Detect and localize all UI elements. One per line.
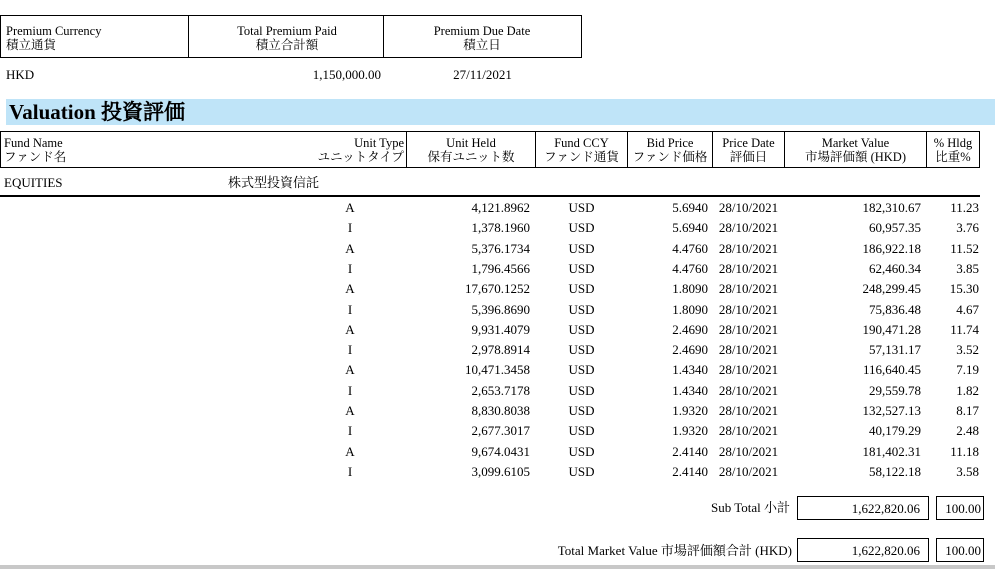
- row-units-held: 2,653.7178: [471, 382, 530, 398]
- row-fund-ccy: USD: [568, 463, 595, 479]
- row-price-date: 28/10/2021: [718, 301, 779, 317]
- row-market-value: 132,527.13: [862, 403, 921, 418]
- total-premium-label-jp: 積立合計額: [255, 38, 319, 52]
- total-pct-box: [936, 538, 984, 562]
- row-holding-pct: 3.85: [956, 260, 979, 276]
- row-unit-type: A: [345, 321, 355, 337]
- total-pct: 100.00: [945, 543, 981, 558]
- row-holding-pct: 1.82: [956, 382, 979, 398]
- row-price-date: 28/10/2021: [718, 240, 779, 256]
- row-fund-ccy: USD: [568, 362, 595, 378]
- due-date-label-jp: 積立日: [463, 38, 501, 52]
- total-premium-value: 1,150,000.00: [312, 67, 381, 82]
- category-jp: 株式型投資信託: [228, 175, 320, 190]
- row-units-held: 5,376.1734: [471, 240, 530, 256]
- premium-due-date-header: [383, 15, 582, 58]
- row-unit-type: A: [345, 362, 355, 378]
- row-price-date: 28/10/2021: [718, 463, 779, 479]
- row-holding-pct: 7.19: [956, 362, 979, 378]
- row-bid-price: 1.4340: [672, 362, 708, 378]
- row-bid-price: 4.4760: [672, 260, 708, 276]
- row-price-date: 28/10/2021: [718, 220, 779, 236]
- valuation-title: Valuation 投資評価: [9, 100, 186, 124]
- col-price-date-jp: 評価日: [729, 150, 768, 164]
- row-bid-price: 1.8090: [672, 281, 708, 297]
- category-divider: [0, 195, 980, 197]
- row-market-value: 190,471.28: [862, 321, 921, 337]
- subtotal-pct-box: [936, 496, 984, 520]
- row-market-value: 29,559.78: [869, 382, 921, 398]
- subtotal-pct: 100.00: [945, 501, 981, 516]
- row-fund-ccy: USD: [568, 382, 595, 398]
- row-price-date: 28/10/2021: [718, 403, 779, 418]
- header-divider: [0, 131, 1, 168]
- row-unit-type: I: [347, 260, 353, 276]
- col-fund-ccy-jp: ファンド通貨: [544, 150, 619, 164]
- row-fund-ccy: USD: [568, 240, 595, 256]
- row-market-value: 60,957.35: [869, 220, 921, 236]
- col-hldg-en: % Hldg: [933, 136, 973, 150]
- row-holding-pct: 11.52: [950, 240, 979, 256]
- row-fund-ccy: USD: [568, 281, 595, 297]
- row-unit-type: I: [347, 423, 353, 439]
- row-holding-pct: 11.23: [950, 200, 979, 215]
- row-units-held: 1,378.1960: [471, 220, 530, 236]
- row-holding-pct: 3.52: [956, 342, 979, 358]
- col-market-value-jp: 市場評価額 (HKD): [804, 150, 907, 164]
- total-label: Total Market Value 市場評価額合計 (HKD): [557, 543, 792, 558]
- row-unit-type: I: [347, 342, 353, 358]
- row-fund-ccy: USD: [568, 220, 595, 236]
- row-units-held: 4,121.8962: [471, 200, 530, 215]
- row-market-value: 181,402.31: [862, 443, 921, 459]
- row-holding-pct: 11.74: [950, 321, 979, 337]
- row-fund-ccy: USD: [568, 342, 595, 358]
- row-bid-price: 1.8090: [672, 301, 708, 317]
- row-market-value: 62,460.34: [869, 260, 921, 276]
- row-market-value: 75,836.48: [869, 301, 921, 317]
- col-market-value-en: Market Value: [821, 136, 890, 150]
- row-bid-price: 2.4690: [672, 321, 708, 337]
- col-fund-name-en: Fund Name: [4, 136, 63, 150]
- col-bid-price-en: Bid Price: [646, 136, 694, 150]
- row-price-date: 28/10/2021: [718, 382, 779, 398]
- row-units-held: 2,677.3017: [471, 423, 530, 439]
- col-unit-type-en: Unit Type: [354, 136, 404, 150]
- total-premium-label-en: Total Premium Paid: [237, 24, 337, 38]
- row-price-date: 28/10/2021: [718, 260, 779, 276]
- row-unit-type: A: [345, 240, 355, 256]
- row-market-value: 58,122.18: [869, 463, 921, 479]
- row-fund-ccy: USD: [568, 200, 595, 215]
- premium-currency-label-en: Premium Currency: [6, 24, 102, 38]
- row-bid-price: 4.4760: [672, 240, 708, 256]
- subtotal-value: 1,622,820.06: [851, 501, 920, 516]
- col-unit-type-jp: ユニットタイプ: [317, 150, 404, 164]
- row-holding-pct: 3.58: [956, 463, 979, 479]
- row-bid-price: 5.6940: [672, 220, 708, 236]
- row-holding-pct: 11.18: [950, 443, 979, 459]
- col-unit-held-jp: 保有ユニット数: [427, 150, 515, 164]
- row-unit-type: A: [345, 281, 355, 297]
- row-units-held: 2,978.8914: [471, 342, 530, 358]
- row-units-held: 9,931.4079: [471, 321, 530, 337]
- col-unit-held-en: Unit Held: [446, 136, 496, 150]
- due-date-label-en: Premium Due Date: [433, 24, 531, 38]
- row-fund-ccy: USD: [568, 301, 595, 317]
- row-bid-price: 5.6940: [672, 200, 708, 215]
- col-fund-ccy-en: Fund CCY: [554, 136, 609, 150]
- header-top-border: [0, 131, 980, 132]
- row-holding-pct: 4.67: [956, 301, 979, 317]
- row-bid-price: 2.4140: [672, 463, 708, 479]
- row-market-value: 116,640.45: [862, 362, 921, 378]
- row-bid-price: 1.4340: [672, 382, 708, 398]
- row-bid-price: 1.9320: [672, 423, 708, 439]
- row-unit-type: A: [345, 200, 355, 215]
- category-en: EQUITIES: [4, 175, 63, 190]
- row-fund-ccy: USD: [568, 403, 595, 418]
- subtotal-label: Sub Total 小計: [710, 500, 790, 515]
- row-fund-ccy: USD: [568, 423, 595, 439]
- col-fund-name-jp: ファンド名: [4, 150, 67, 164]
- row-price-date: 28/10/2021: [718, 342, 779, 358]
- row-price-date: 28/10/2021: [718, 200, 779, 215]
- row-fund-ccy: USD: [568, 321, 595, 337]
- row-price-date: 28/10/2021: [718, 362, 779, 378]
- total-value: 1,622,820.06: [851, 543, 920, 558]
- valuation-title-bar: [6, 99, 995, 125]
- total-value-box: [797, 538, 929, 562]
- row-market-value: 182,310.67: [862, 200, 921, 215]
- row-unit-type: I: [347, 463, 353, 479]
- row-fund-ccy: USD: [568, 260, 595, 276]
- total-premium-header: [188, 15, 384, 58]
- row-market-value: 186,922.18: [862, 240, 921, 256]
- header-divider: [979, 131, 980, 168]
- premium-currency-label-jp: 積立通貨: [6, 38, 57, 52]
- row-units-held: 8,830.8038: [471, 403, 530, 418]
- col-price-date-en: Price Date: [722, 136, 775, 150]
- row-price-date: 28/10/2021: [718, 423, 779, 439]
- row-units-held: 1,796.4566: [471, 260, 530, 276]
- row-units-held: 3,099.6105: [471, 463, 530, 479]
- row-units-held: 10,471.3458: [465, 362, 530, 378]
- row-units-held: 17,670.1252: [465, 281, 530, 297]
- subtotal-value-box: [797, 496, 929, 520]
- row-fund-ccy: USD: [568, 443, 595, 459]
- premium-currency-value: HKD: [6, 67, 35, 82]
- row-unit-type: I: [347, 220, 353, 236]
- row-market-value: 57,131.17: [869, 342, 921, 358]
- row-price-date: 28/10/2021: [718, 281, 779, 297]
- row-unit-type: I: [347, 301, 353, 317]
- row-holding-pct: 3.76: [956, 220, 979, 236]
- row-price-date: 28/10/2021: [718, 443, 779, 459]
- row-holding-pct: 15.30: [949, 281, 979, 297]
- row-bid-price: 1.9320: [672, 403, 708, 418]
- page-bottom-edge: [0, 565, 995, 569]
- row-unit-type: A: [345, 443, 355, 459]
- premium-currency-header: [0, 15, 189, 58]
- row-unit-type: I: [347, 382, 353, 398]
- premium-due-date-value: 27/11/2021: [453, 67, 512, 82]
- row-unit-type: A: [345, 403, 355, 418]
- row-units-held: 5,396.8690: [471, 301, 530, 317]
- row-bid-price: 2.4140: [672, 443, 708, 459]
- row-market-value: 40,179.29: [869, 423, 921, 439]
- row-holding-pct: 2.48: [956, 423, 979, 439]
- col-bid-price-jp: ファンド価格: [632, 150, 708, 164]
- row-price-date: 28/10/2021: [718, 321, 779, 337]
- row-market-value: 248,299.45: [862, 281, 921, 297]
- row-holding-pct: 8.17: [956, 403, 979, 418]
- col-hldg-jp: 比重%: [935, 150, 971, 164]
- row-bid-price: 2.4690: [672, 342, 708, 358]
- header-bottom-border: [0, 167, 980, 168]
- row-units-held: 9,674.0431: [471, 443, 530, 459]
